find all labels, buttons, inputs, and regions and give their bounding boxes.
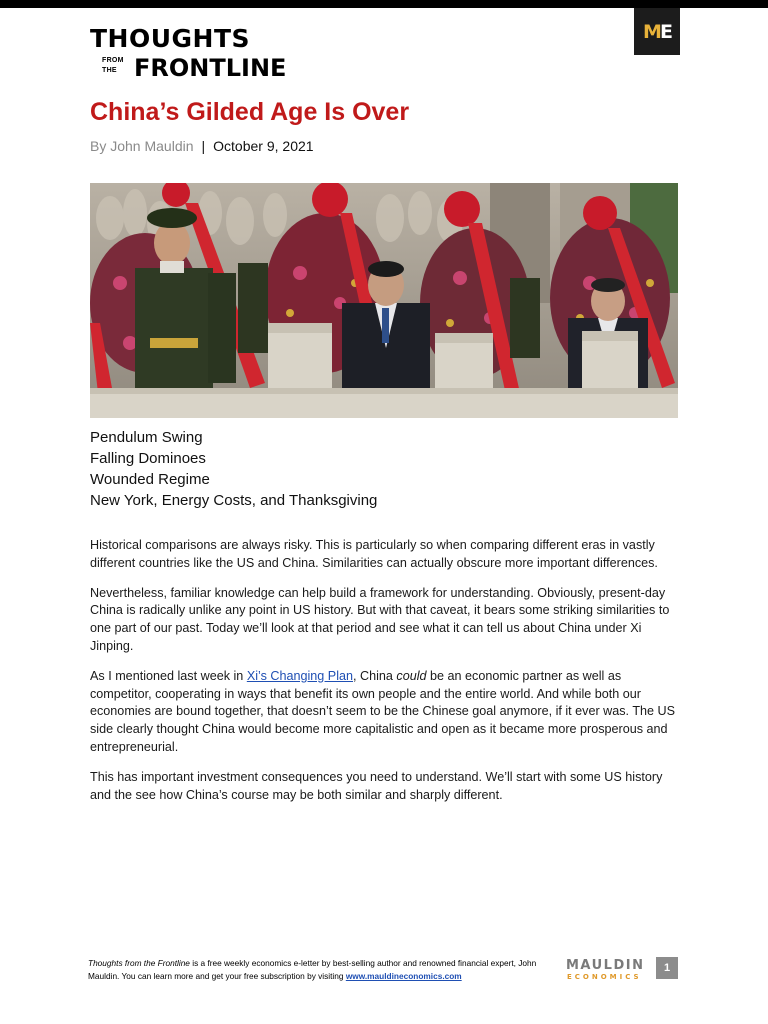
article-title: China’s Gilded Age Is Over [90,98,410,126]
masthead-logo [90,26,285,82]
byline [90,138,314,154]
paragraph-text: be an economic partner as well as competitor, cooperating in ways that benefit its own people and the entire world. And while both our economies are bound together, that doesn’t seem to be the Chinese goal anymore, if it ever was. The US side clearly thought China would become more capitalistic and open as it became more prosperous and entrepreneurial. [90,668,676,754]
masthead-the: THE [102,67,117,74]
article-body [90,537,680,816]
masthead-from: FROM [102,57,124,64]
logo-economics-text: ECONOMICS [567,973,642,981]
xis-changing-plan-link[interactable]: Xi’s Changing Plan [246,668,353,683]
paragraph: Historical comparisons are always risky. This is particularly so when comparing different eras in vastly different countries like the US and China. Similarities can actually obscure more important differences. [90,538,658,570]
masthead-line1: THOUGHTS [90,24,251,53]
paragraph [90,668,680,757]
footer-publication-name: Thoughts from the Frontline [88,958,190,968]
masthead-line2: FRONTLINE [134,54,287,82]
section-list [90,427,377,511]
badge-letter-m: M [643,20,660,43]
badge-letter-e: E [659,20,671,43]
paragraph: Nevertheless, familiar knowledge can help build a framework for understanding. Obviously, present-day China is radically unlike any point in US history. But with that caveat, it bears some striking similarities to one part of our past. Today we’ll look at that period and see what it can tell us about China under Xi Jinping. [90,585,670,653]
article-photo [90,183,678,418]
paragraph-text: As I mentioned last week in [90,668,247,683]
section-item: Wounded Regime [90,471,210,488]
top-bar [0,0,768,8]
paragraph-text: , China [353,668,397,683]
mauldineconomics-link[interactable]: www.mauldineconomics.com [345,971,462,981]
page-number: 1 [656,957,678,979]
paragraph: This has important investment consequences you need to understand. We’ll start with some US history and the see how China’s course may be both similar and sharply different. [90,769,663,802]
footer-note [88,957,538,983]
emphasis-text: could [396,668,427,683]
section-item: Pendulum Swing [90,429,203,446]
author: By John Mauldin [90,138,194,154]
byline-separator: | [201,138,206,154]
publish-date: October 9, 2021 [213,138,314,154]
logo-mauldin-text: MAULDIN [566,958,645,973]
mauldin-economics-logo [566,958,656,984]
footer-text: is a free weekly economics e-letter by best-selling author and renowned financial expert, John Mauldin. You can learn more and get your free subscription by visiting [88,958,537,981]
mauldin-economics-badge [634,8,680,55]
section-item: New York, Energy Costs, and Thanksgiving [90,492,378,509]
section-item: Falling Dominoes [90,450,206,467]
